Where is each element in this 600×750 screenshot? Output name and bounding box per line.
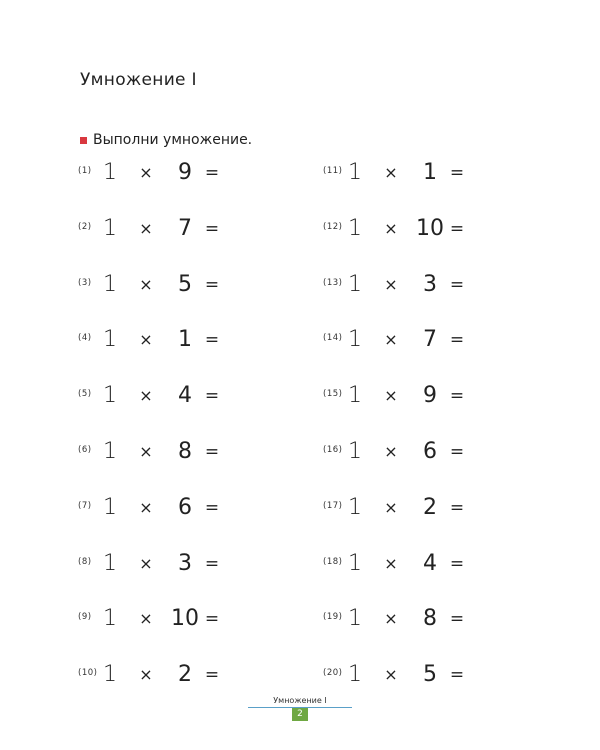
multiply-sign: × xyxy=(384,442,398,461)
page-number-badge: 2 xyxy=(292,708,308,721)
multiplier: 2 xyxy=(423,494,437,520)
problem-number: (12) xyxy=(323,221,343,232)
multiplier: 10 xyxy=(171,606,199,632)
equals-sign: = xyxy=(204,218,220,239)
multiplier: 9 xyxy=(423,383,437,409)
equals-sign: = xyxy=(204,442,220,462)
multiplier: 4 xyxy=(178,383,192,409)
footer-title: Умножение I xyxy=(273,696,327,705)
multiply-sign: × xyxy=(139,497,153,517)
equals-sign: = xyxy=(449,665,465,686)
multiplicand: 1 xyxy=(348,550,362,576)
problem-13 xyxy=(323,270,553,300)
multiply-sign: × xyxy=(384,497,398,517)
problem-number: (13) xyxy=(323,277,343,288)
multiplicand: 1 xyxy=(103,494,117,520)
multiplier: 3 xyxy=(423,271,437,297)
multiply-sign: × xyxy=(139,553,153,573)
problem-3 xyxy=(78,270,308,300)
multiply-sign: × xyxy=(384,163,398,182)
multiplier: 1 xyxy=(178,327,192,353)
problem-16 xyxy=(323,437,553,467)
multiplier: 2 xyxy=(178,662,192,688)
multiplicand: 1 xyxy=(348,215,362,241)
problem-number: (17) xyxy=(323,500,343,511)
multiply-sign: × xyxy=(139,442,153,461)
multiplicand: 1 xyxy=(103,550,117,576)
multiplier: 6 xyxy=(178,494,192,520)
problem-number: (8) xyxy=(78,556,92,567)
equals-sign: = xyxy=(449,330,465,351)
problem-5 xyxy=(78,381,308,411)
multiplicand: 1 xyxy=(103,215,117,241)
multiplier: 5 xyxy=(178,271,192,297)
problem-number: (6) xyxy=(78,445,92,455)
problem-number: (7) xyxy=(78,500,92,511)
multiply-sign: × xyxy=(139,665,153,685)
multiply-sign: × xyxy=(384,330,398,350)
problem-9 xyxy=(78,604,308,634)
problem-2 xyxy=(78,214,308,244)
multiplier: 8 xyxy=(178,439,192,464)
red-square-bullet-icon xyxy=(80,137,87,144)
problem-15 xyxy=(323,381,553,411)
equals-sign: = xyxy=(204,497,220,518)
problem-10 xyxy=(78,660,308,690)
multiply-sign: × xyxy=(139,609,153,629)
multiplicand: 1 xyxy=(103,662,117,688)
problem-11 xyxy=(323,158,553,188)
multiplicand: 1 xyxy=(348,327,362,353)
equals-sign: = xyxy=(204,274,220,295)
equals-sign: = xyxy=(449,218,465,239)
multiplier: 9 xyxy=(178,160,192,185)
multiply-sign: × xyxy=(384,553,398,573)
multiplicand: 1 xyxy=(103,327,117,353)
problem-number: (4) xyxy=(78,333,92,344)
equals-sign: = xyxy=(204,609,220,630)
multiplicand: 1 xyxy=(348,606,362,632)
problem-6 xyxy=(78,437,308,467)
multiplicand: 1 xyxy=(348,494,362,520)
multiply-sign: × xyxy=(139,163,153,182)
problem-number: (2) xyxy=(78,221,92,232)
multiplicand: 1 xyxy=(348,271,362,297)
multiplicand: 1 xyxy=(348,383,362,409)
equals-sign: = xyxy=(204,330,220,351)
multiplicand: 1 xyxy=(103,383,117,409)
equals-sign: = xyxy=(204,665,220,686)
multiplier: 7 xyxy=(423,327,437,353)
problem-number: (1) xyxy=(78,166,92,176)
multiplier: 3 xyxy=(178,550,192,576)
problem-20 xyxy=(323,660,553,690)
multiplier: 8 xyxy=(423,606,437,632)
equals-sign: = xyxy=(449,609,465,630)
multiply-sign: × xyxy=(384,218,398,238)
multiplicand: 1 xyxy=(348,662,362,688)
equals-sign: = xyxy=(449,553,465,574)
multiplicand: 1 xyxy=(348,439,362,464)
equals-sign: = xyxy=(449,497,465,518)
problem-12 xyxy=(323,214,553,244)
multiply-sign: × xyxy=(384,386,398,406)
equals-sign: = xyxy=(449,442,465,462)
equals-sign: = xyxy=(204,553,220,574)
multiply-sign: × xyxy=(139,274,153,294)
problem-18 xyxy=(323,549,553,579)
problem-number: (3) xyxy=(78,277,92,288)
equals-sign: = xyxy=(204,386,220,407)
problem-number: (15) xyxy=(323,389,343,400)
problem-4 xyxy=(78,325,308,355)
multiplier: 7 xyxy=(178,215,192,241)
problem-1 xyxy=(78,158,308,188)
problem-number: (11) xyxy=(323,166,343,176)
problem-14 xyxy=(323,325,553,355)
problem-7 xyxy=(78,493,308,523)
problem-number: (16) xyxy=(323,445,343,455)
multiply-sign: × xyxy=(139,386,153,406)
equals-sign: = xyxy=(204,163,220,183)
multiplier: 1 xyxy=(423,160,437,185)
problem-number: (14) xyxy=(323,333,343,344)
multiplicand: 1 xyxy=(103,606,117,632)
multiplier: 6 xyxy=(423,439,437,464)
problem-17 xyxy=(323,493,553,523)
multiply-sign: × xyxy=(139,218,153,238)
problem-number: (9) xyxy=(78,612,92,623)
multiply-sign: × xyxy=(139,330,153,350)
equals-sign: = xyxy=(449,386,465,407)
instruction-text: Выполни умножение. xyxy=(93,132,253,148)
multiplier: 5 xyxy=(423,662,437,688)
multiplicand: 1 xyxy=(103,271,117,297)
multiplicand: 1 xyxy=(103,160,117,185)
problem-number: (18) xyxy=(323,556,343,567)
equals-sign: = xyxy=(449,163,465,183)
multiplicand: 1 xyxy=(348,160,362,185)
multiplier: 4 xyxy=(423,550,437,576)
instruction xyxy=(80,132,252,148)
page-title: Умножение I xyxy=(80,70,197,90)
problem-8 xyxy=(78,549,308,579)
multiply-sign: × xyxy=(384,274,398,294)
problem-number: (19) xyxy=(323,612,343,623)
problem-number: (10) xyxy=(78,668,98,679)
problem-19 xyxy=(323,604,553,634)
problem-number: (20) xyxy=(323,668,343,679)
multiplicand: 1 xyxy=(103,439,117,464)
equals-sign: = xyxy=(449,274,465,295)
multiplier: 10 xyxy=(416,215,444,241)
multiply-sign: × xyxy=(384,609,398,629)
multiply-sign: × xyxy=(384,665,398,685)
problem-number: (5) xyxy=(78,389,92,400)
